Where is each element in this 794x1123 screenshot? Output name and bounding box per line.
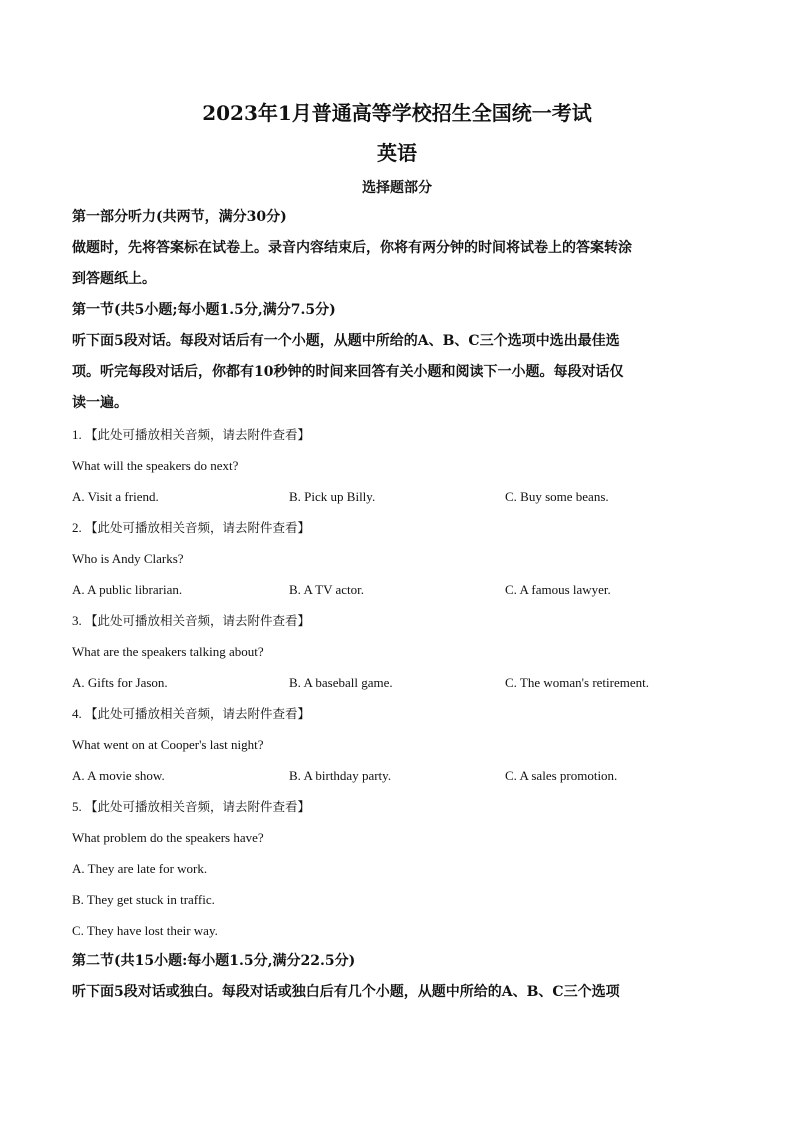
option-c: C. Buy some beans.: [505, 489, 609, 504]
section1-heading: 第一节(共5小题;每小题1.5分,满分7.5分): [72, 302, 336, 318]
exam-title: 2023年1月普通高等学校招生全国统一考试: [202, 101, 592, 125]
option-a: A. A public librarian.: [72, 582, 183, 597]
audio-note[interactable]: 【此处可播放相关音频，请去附件查看】: [85, 427, 311, 442]
option-c: C. The woman's retirement.: [505, 675, 649, 690]
option-a: A. A movie show.: [72, 768, 165, 783]
option-a: A. Visit a friend.: [72, 489, 159, 504]
option-b: B. A TV actor.: [289, 582, 364, 597]
audio-note[interactable]: 【此处可播放相关音频，请去附件查看】: [85, 706, 311, 721]
question-1-audio-line: [72, 419, 722, 450]
question-number: 3.: [72, 613, 82, 628]
question-number: 4.: [72, 706, 82, 721]
section1-instruction-line-3: 读一遍。: [72, 395, 128, 411]
section-label: 选择题部分: [362, 180, 432, 196]
option-c: C. A sales promotion.: [505, 768, 618, 783]
question-2-audio-line: [72, 512, 722, 543]
option-b: B. They get stuck in traffic.: [72, 892, 215, 907]
option-a: A. Gifts for Jason.: [72, 675, 168, 690]
audio-note[interactable]: 【此处可播放相关音频，请去附件查看】: [85, 520, 311, 535]
option-a: A. They are late for work.: [72, 861, 208, 876]
question-number: 1.: [72, 427, 82, 442]
question-5-text: What problem do the speakers have?: [72, 830, 264, 845]
question-3-text: What are the speakers talking about?: [72, 644, 264, 659]
question-5-audio-line: [72, 791, 722, 822]
question-number: 2.: [72, 520, 82, 535]
option-c: C. A famous lawyer.: [505, 582, 611, 597]
section1-instruction-line-1: 听下面5段对话。每段对话后有一个小题，从题中所给的A、B、C三个选项中选出最佳选: [72, 333, 620, 349]
question-4-audio-line: [72, 698, 722, 729]
part1-instruction-line-1: 做题时，先将答案标在试卷上。录音内容结束后，你将有两分钟的时间将试卷上的答案转涂: [72, 240, 632, 256]
question-2-text: Who is Andy Clarks?: [72, 551, 184, 566]
question-number: 5.: [72, 799, 82, 814]
option-b: B. A baseball game.: [289, 675, 393, 690]
part1-heading: 第一部分听力(共两节，满分30分): [72, 209, 287, 225]
audio-note[interactable]: 【此处可播放相关音频，请去附件查看】: [85, 799, 311, 814]
question-4-options: [72, 760, 722, 791]
exam-subject: 英语: [377, 141, 417, 165]
option-c: C. They have lost their way.: [72, 923, 218, 938]
section2-instruction-line-1: 听下面5段对话或独白。每段对话或独白后有几个小题，从题中所给的A、B、C三个选项: [72, 984, 620, 1000]
question-1-options: [72, 481, 722, 512]
option-b: B. A birthday party.: [289, 768, 392, 783]
option-b: B. Pick up Billy.: [289, 489, 376, 504]
exam-page: [72, 98, 722, 1008]
section2-heading: 第二节(共15小题:每小题1.5分,满分22.5分): [72, 953, 356, 969]
question-3-options: [72, 667, 722, 698]
question-3-audio-line: [72, 605, 722, 636]
audio-note[interactable]: 【此处可播放相关音频，请去附件查看】: [85, 613, 311, 628]
section1-instruction-line-2: 项。听完每段对话后，你都有10秒钟的时间来回答有关小题和阅读下一小题。每段对话仅: [72, 364, 624, 380]
question-2-options: [72, 574, 722, 605]
part1-instruction-line-2: 到答题纸上。: [72, 271, 156, 287]
question-1-text: What will the speakers do next?: [72, 458, 239, 473]
question-4-text: What went on at Cooper's last night?: [72, 737, 264, 752]
